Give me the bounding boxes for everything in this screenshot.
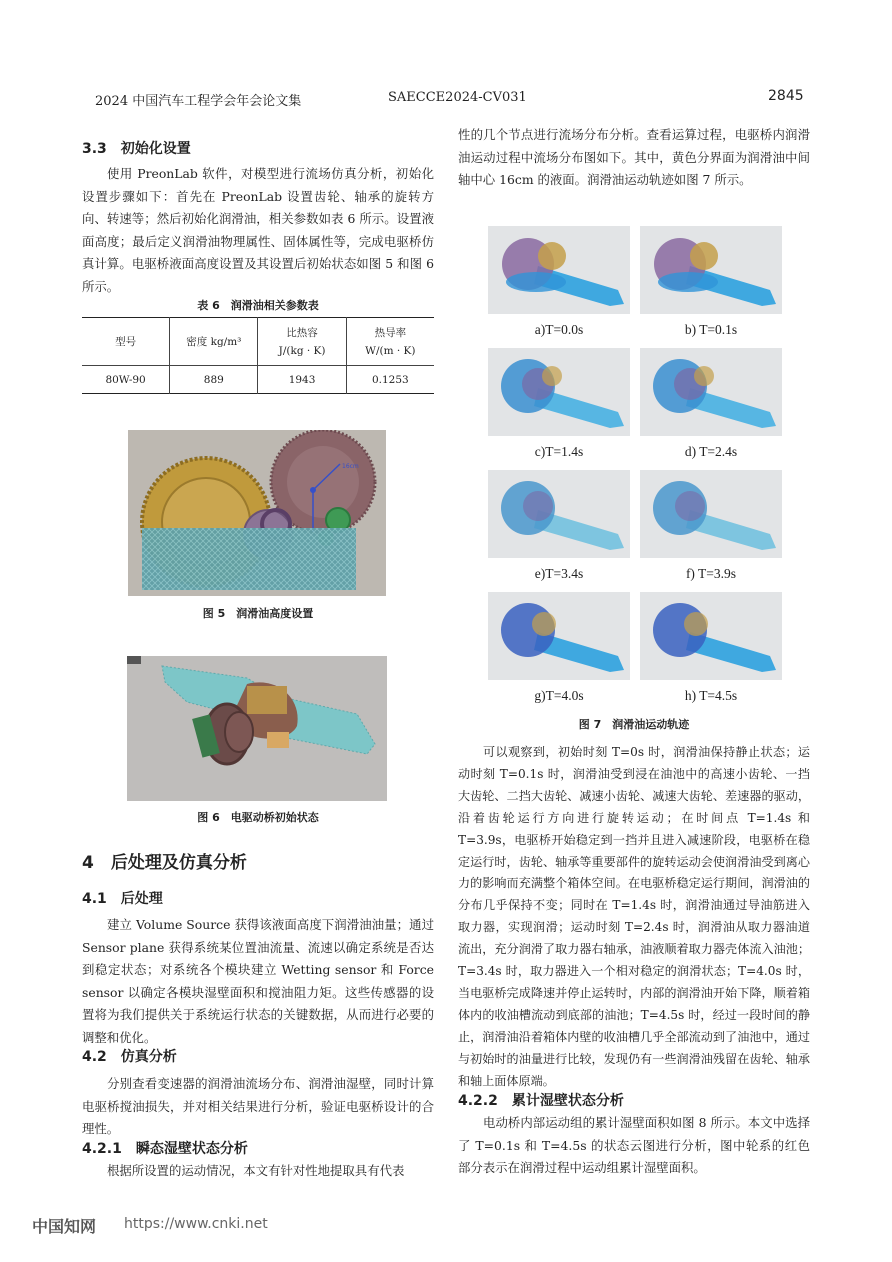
section-4-title: 4 后处理及仿真分析 — [82, 853, 247, 873]
section-4-2-2-paragraph: 电动桥内部运动组的累计湿壁面积如图 8 所示。本文中选择了 T=0.1s 和 T=4.5s 的状态云图进行分析，图中轮系的红色部分表示在润滑过程中运动组累计湿壁面积。 — [458, 1115, 810, 1176]
right-column-intro-paragraph: 性的几个节点进行流场分布分析。查看运算过程，电驱桥内润滑油运动过程中流场分布图如下。其中，黄色分界面为润滑油中间轴中心 16cm 的液面。润滑油运动轨迹如图 7 所示。 — [458, 127, 810, 188]
figure-7-subcaption-b: b) T=0.1s — [684, 322, 738, 337]
figure-7-subcaption-g: g)T=4.0s — [534, 688, 584, 703]
table-header-density: 密度 kg/m³ — [170, 318, 258, 366]
table-cell-model: 80W-90 — [105, 373, 146, 386]
figure-7-panel-c — [488, 348, 630, 436]
figure-5-image — [128, 430, 386, 596]
section-4-2-1-title: 4.2.1 瞬态湿壁状态分析 — [82, 1141, 248, 1157]
figure-7-grid — [488, 226, 788, 706]
section-3-3-paragraph: 使用 PreonLab 软件，对模型进行流场仿真分析，初始化设置步骤如下：首先在 PreonLab 设置齿轮、轴承的旋转方向、转速等；然后初始化润滑油，相关参数如表 6 所示。设置液面高度；最后定义润滑油物理属性、固体属性等，完成电驱桥仿真计算。电驱桥液面高度设置及其设置后初始状态如图 5 和图 6 所示。 — [82, 166, 434, 294]
cnki-url[interactable]: https://www.cnki.net — [124, 1216, 268, 1232]
table-cell-thermal-conductivity: 0.1253 — [346, 366, 434, 394]
page-number: 2845 — [768, 88, 804, 104]
running-header-code: SAECCE2024-CV031 — [388, 90, 527, 105]
figure-6-image — [127, 656, 387, 801]
section-4-2-2-title: 4.2.2 累计湿壁状态分析 — [458, 1093, 624, 1109]
figure-6-caption: 图 6 电驱动桥初始状态 — [197, 811, 319, 824]
table-header-specific-heat: 比热容 J/(kg · K) — [258, 318, 346, 366]
figure-7-subcaption-c: c)T=1.4s — [534, 444, 584, 459]
figure-7-panel-b — [640, 226, 782, 314]
right-column-analysis-paragraph: 可以观察到，初始时刻 T=0s 时，润滑油保持静止状态；运动时刻 T=0.1s 时，润滑油受到浸在油池中的高速小齿轮、一挡大齿轮、二挡大齿轮、减速小齿轮、减速大齿轮、差速器的驱动，沿着齿轮运行方向进行旋转运动；在时间点 T=1.4s 和 T=3.9s，电驱桥开始稳定到一挡并且进入减速阶段，电驱桥在稳定运行时，齿轮、轴承等重要部件的旋转运动会使润滑油受到离心力的影响而充满整个箱体空间。在电驱桥稳定运行期间，润滑油的分布几乎保持不变；同时在 T=1.4s 时，润滑油通过导油筋进入取力器，实现润滑；运动时刻 T=2.4s 时，润滑油从取力器油道流出，充分润滑了取力器右轴承，油液顺着取力器壳体流入油池；T=3.4s 时，取力器进入一个相对稳定的润滑状态；T=4.0s 时，当电驱桥完成降速并停止运转时，内部的润滑油开始下降，顺着箱体内的收油槽流动到底部的油池；T=4.5s 时，经过一段时间的静止，润滑油沿着箱体内壁的收油槽几乎全部流动到了油池中，通过与初始时的油量进行比较，发现仍有一些润滑油残留在齿轮、轴承和轴上面体原端。 — [458, 745, 810, 1088]
figure-5-caption: 图 5 润滑油高度设置 — [202, 607, 314, 620]
section-4-1-paragraph: 建立 Volume Source 获得该液面高度下润滑油油量；通过 Sensor plane 获得系统某位置油流量、流速以确定系统是否达到稳定状态；对系统各个模块建立 Wetting sensor 和 Force sensor 以确定各模块湿壁面积和搅油阻力矩。这些传感器的设置将为我们提供关于系统运行状态的关键数据，从而进行必要的调整和优化。 — [82, 917, 434, 1045]
figure-7-subcaption-d: d) T=2.4s — [684, 444, 738, 459]
section-4-1-title: 4.1 后处理 — [82, 891, 163, 907]
table-cell-specific-heat: 1943 — [258, 366, 346, 394]
table-header-thermal-conductivity: 热导率 W/(m · K) — [346, 318, 434, 366]
figure-7-panel-h — [640, 592, 782, 680]
figure-7-subcaption-h: h) T=4.5s — [684, 688, 738, 703]
section-4-2-title: 4.2 仿真分析 — [82, 1049, 177, 1065]
table-header-model: 型号 — [115, 336, 137, 348]
figure-7-panel-d — [640, 348, 782, 436]
figure-7-panel-f — [640, 470, 782, 558]
figure-7-subcaption-f: f) T=3.9s — [685, 566, 737, 581]
section-3-3-title: 3.3 初始化设置 — [82, 141, 191, 157]
figure-7-panel-a — [488, 226, 630, 314]
figure-7-subcaption-e: e)T=3.4s — [534, 566, 584, 581]
section-4-2-paragraph: 分别查看变速器的润滑油流场分布、润滑油湿壁，同时计算电驱桥搅油损失，并对相关结果进行分析，验证电驱桥设计的合理性。 — [82, 1076, 434, 1137]
table-row — [82, 366, 434, 394]
running-header-left: 2024 中国汽车工程学会年会论文集 — [95, 94, 302, 109]
figure-7-subcaption-a: a)T=0.0s — [534, 322, 584, 337]
table-6-caption: 表 6 润滑油相关参数表 — [197, 299, 319, 312]
cnki-logo-text: 中国知网 — [32, 1217, 97, 1236]
figure-7-caption: 图 7 润滑油运动轨迹 — [578, 718, 690, 731]
table-cell-density: 889 — [170, 366, 258, 394]
figure-7-panel-e — [488, 470, 630, 558]
figure-7-panel-g — [488, 592, 630, 680]
figure-5-height-label: 16cm — [342, 463, 359, 470]
table-6 — [82, 317, 434, 394]
section-4-2-1-paragraph: 根据所设置的运动情况，本文有针对性地提取具有代表 — [107, 1163, 405, 1178]
